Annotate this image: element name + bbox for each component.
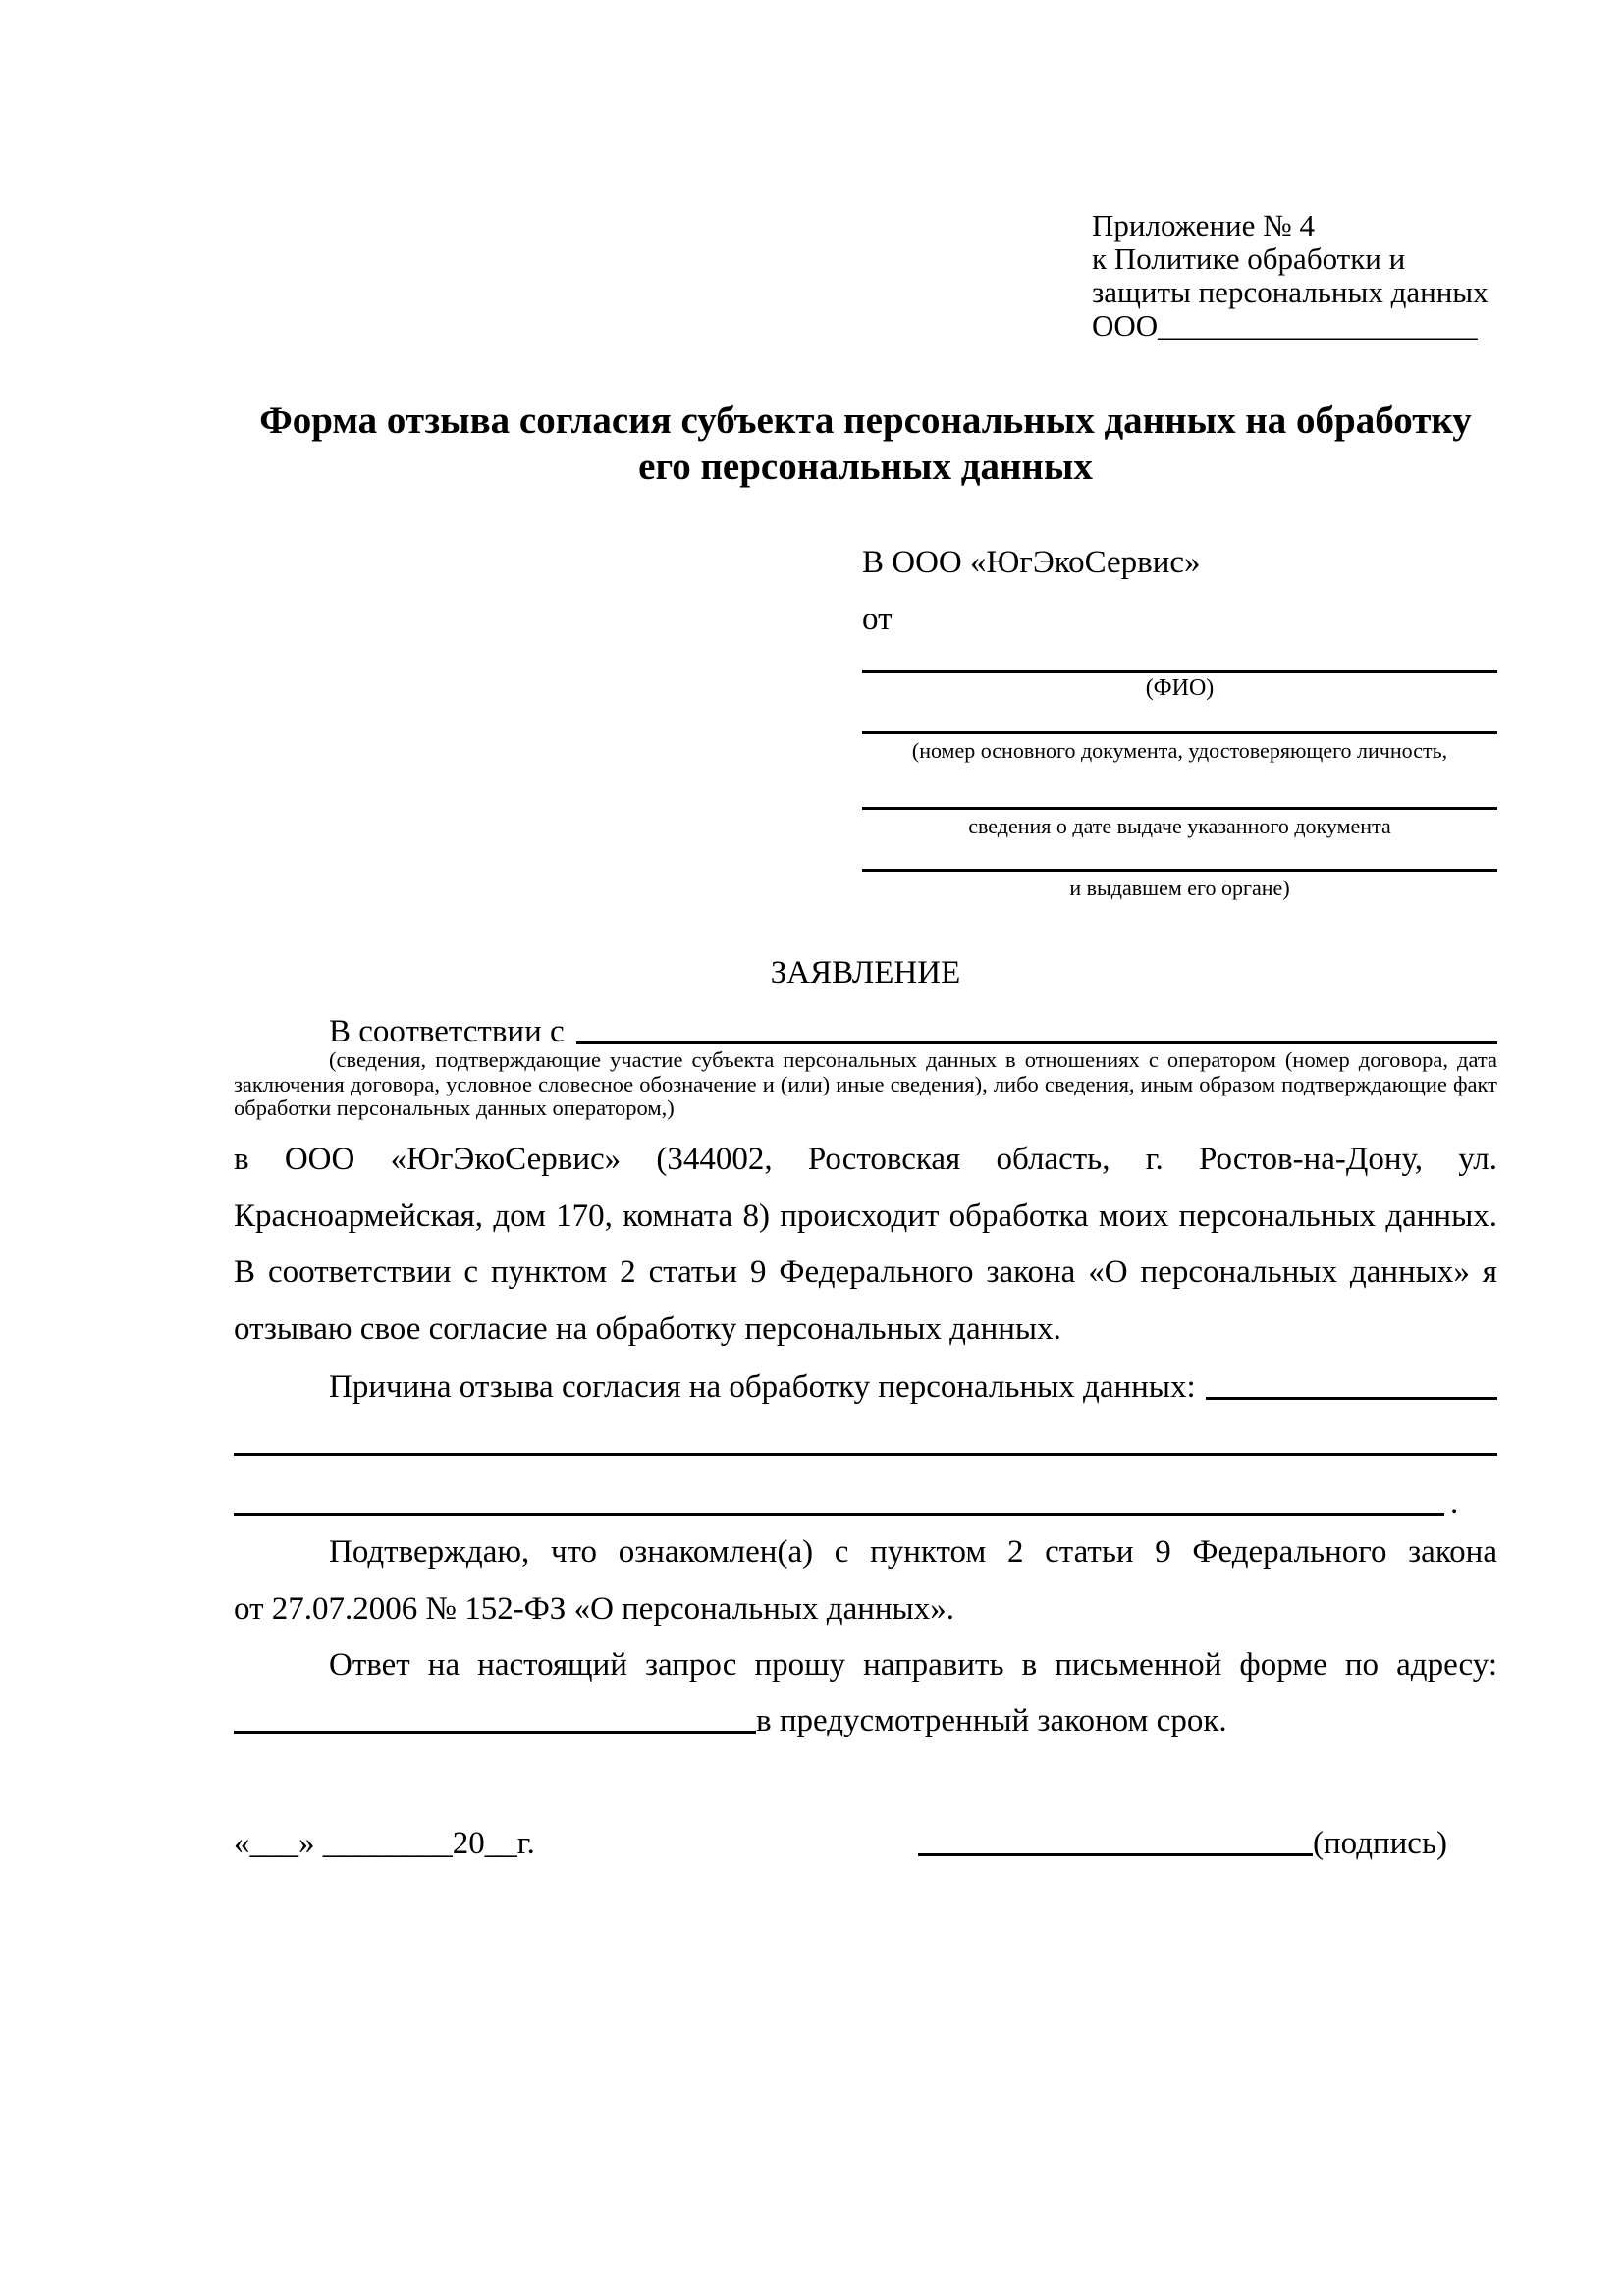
issuing-authority-blank-line — [862, 869, 1497, 872]
confirmation-paragraph — [234, 1524, 1497, 1694]
reason-label: Причина отзыва согласия на обработку персональных данных: — [329, 1369, 1196, 1405]
document-number-blank-line — [862, 731, 1497, 734]
date-placeholder: «___» ________20__г. — [234, 1826, 535, 1861]
signature-blank-line — [918, 1816, 1313, 1856]
intro-blank-line — [576, 1004, 1497, 1044]
addressee-from-label: от — [862, 601, 893, 637]
main-paragraph-line: В соответствии с пунктом 2 статьи 9 Федерального закона «О персональных данных» я — [234, 1255, 1497, 1290]
signature-row — [918, 1816, 1497, 1873]
explanatory-note-line: заключения договора, условное словесное обозначение и (или) иные сведения), либо сведения, иным образом подтверждающие факт — [234, 1071, 1497, 1096]
appendix-note — [1092, 209, 1504, 343]
fio-caption: (ФИО) — [1145, 675, 1215, 701]
reason-line — [234, 1360, 1497, 1416]
reply-address-row — [234, 1693, 1497, 1750]
reply-address-blank-line — [234, 1693, 756, 1734]
main-paragraph-line: отзываю свое согласие на обработку персональных данных. — [234, 1310, 1061, 1347]
issuing-authority-caption: и выдавшем его органе) — [1069, 876, 1290, 900]
intro-label: В соответствии с — [329, 1014, 565, 1049]
document-title-line1: Форма отзыва согласия субъекта персональных данных на обработку — [259, 400, 1472, 442]
document-title — [234, 398, 1497, 490]
appendix-note-line: к Политике обработки и — [1092, 241, 1406, 276]
appendix-note-line: Приложение № 4 — [1092, 208, 1315, 242]
document-title-line2: его персональных данных — [638, 446, 1093, 488]
document-number-caption: (номер основного документа, удостоверяющего личность, — [911, 738, 1448, 763]
reply-line1: Ответ на настоящий запрос прошу направить в письменной форме по адресу: — [329, 1647, 1497, 1682]
issue-date-caption: сведения о дате выдаче указанного документа — [968, 814, 1391, 838]
main-paragraph — [234, 1132, 1497, 1358]
addressee-to: В ООО «ЮгЭкоСервис» — [862, 545, 1201, 580]
confirmation-line1: Подтверждаю, что ознакомлен(а) с пунктом 2 статьи 9 Федерального закона — [329, 1534, 1497, 1570]
reply-line2-text: в предусмотренный законом срок. — [756, 1703, 1227, 1738]
confirmation-line2: от 27.07.2006 № 152-ФЗ «О персональных данных». — [234, 1590, 954, 1627]
statement-heading: ЗАЯВЛЕНИЕ — [770, 955, 961, 990]
signature-caption: (подпись) — [1313, 1826, 1447, 1861]
explanatory-note — [234, 1048, 1497, 1121]
reason-line-period: . — [1450, 1485, 1459, 1521]
appendix-note-line-ooo-blank: ООО_____________________ — [1092, 308, 1478, 343]
explanatory-note-line: обработки персональных данных оператором,) — [234, 1095, 675, 1120]
reason-writing-line-2 — [234, 1475, 1444, 1516]
main-paragraph-line: в ООО «ЮгЭкоСервис» (344002, Ростовская область, г. Ростов-на-Дону, ул. — [234, 1142, 1497, 1177]
appendix-note-line: защиты персональных данных — [1092, 275, 1489, 309]
reason-blank-line — [1206, 1360, 1497, 1400]
reason-writing-line-2-row — [234, 1475, 1497, 1532]
fio-blank-line — [862, 670, 1497, 673]
explanatory-note-line: (сведения, подтверждающие участие субъекта персональных данных в отношениях с оператором (номер договора, дата — [329, 1047, 1497, 1072]
issue-date-blank-line — [862, 807, 1497, 810]
addressee-block — [862, 535, 1497, 648]
main-paragraph-line: Красноармейская, дом 170, комната 8) происходит обработка моих персональных данных. — [234, 1198, 1497, 1234]
reason-writing-line-1 — [234, 1453, 1497, 1456]
